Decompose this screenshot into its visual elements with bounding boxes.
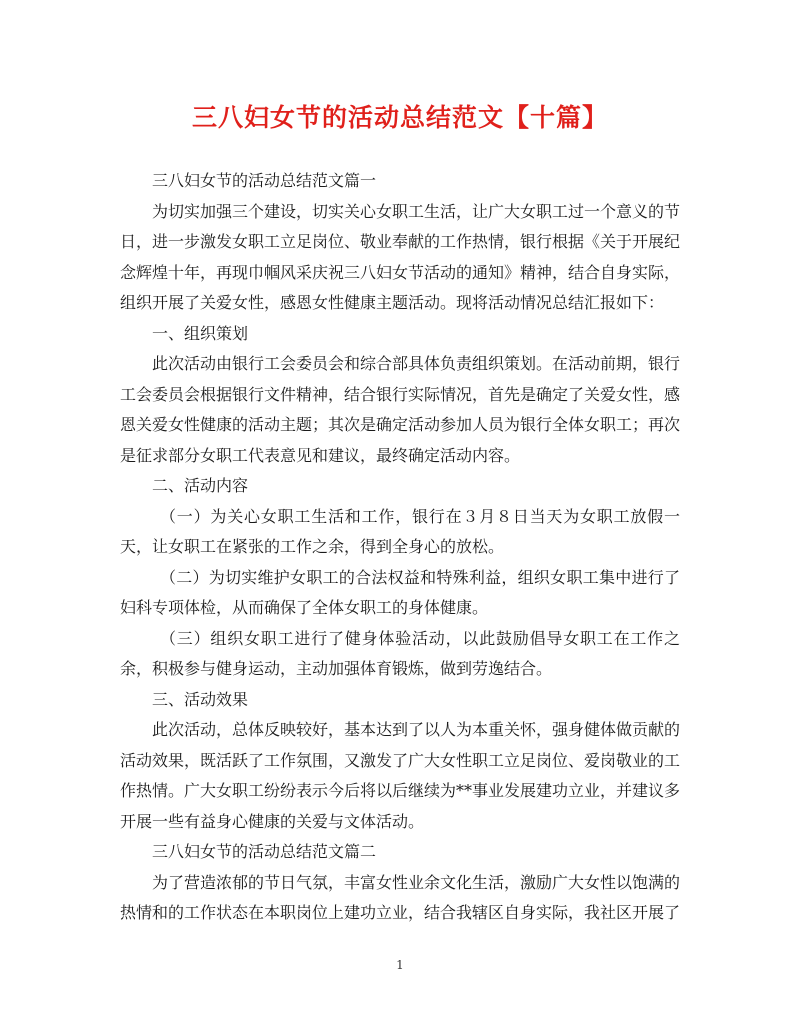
section-heading-results: 三、活动效果	[152, 689, 249, 709]
paragraph-intro: 为切实加强三个建设，切实关心女职工生活，让广大女职工过一个意义的节日，进一步激发女职工立足岗位、敬业奉献的工作热情，银行根据《关于开展纪念辉煌十年，再现巾帼风采庆祝三八妇女节活动的通知》精神，结合自身实际，组织开展了关爱女性，感恩女性健康主题活动。现将活动情况总结汇报如下：	[120, 201, 681, 312]
section-heading-organization: 一、组织策划	[152, 323, 249, 343]
document-title: 三八妇女节的活动总结范文【十篇】	[191, 103, 608, 132]
paragraph-part-two-intro: 为了营造浓郁的节日气氛，丰富女性业余文化生活，激励广大女性以饱满的热情和的工作状态在本职岗位上建功立业，结合我辖区自身实际，我社区开展了	[120, 872, 681, 922]
paragraph-activity-1: （一）为关心女职工生活和工作，银行在３月８日当天为女职工放假一天，让女职工在紧张的工作之余，得到全身心的放松。	[120, 506, 680, 556]
section-heading-part-one: 三八妇女节的活动总结范文篇一	[152, 171, 377, 190]
paragraph-activity-3: （三）组织女职工进行了健身体验活动，以此鼓励倡导女职工在工作之余，积极参与健身运动，主动加强体育锻炼，做到劳逸结合。	[120, 628, 680, 678]
page-number: 1	[396, 958, 404, 972]
section-heading-activities: 二、活动内容	[152, 476, 249, 495]
paragraph-results: 此次活动，总体反映较好，基本达到了以人为本重关怀，强身健体做贡献的活动效果，既活跃了工作氛围，又激发了广大女性职工立足岗位、爱岗敬业的工作热情。广大女职工纷纷表示今后将以后继续为**事业发展建功立业，并建议多开展一些有益身心健康的关爱与文体活动。	[120, 720, 681, 831]
section-heading-part-two: 三八妇女节的活动总结范文篇二	[152, 842, 377, 861]
paragraph-organization: 此次活动由银行工会委员会和综合部具体负责组织策划。在活动前期，银行工会委员会根据银行文件精神，结合银行实际情况，首先是确定了关爱女性，感恩关爱女性健康的活动主题；其次是确定活动参加人员为银行全体女职工；再次是征求部分女职工代表意见和建议，最终确定活动内容。	[120, 354, 681, 465]
document-body	[120, 166, 680, 929]
paragraph-activity-2: （二）为切实维护女职工的合法权益和特殊利益，组织女职工集中进行了妇科专项体检，从而确保了全体女职工的身体健康。	[120, 567, 680, 617]
